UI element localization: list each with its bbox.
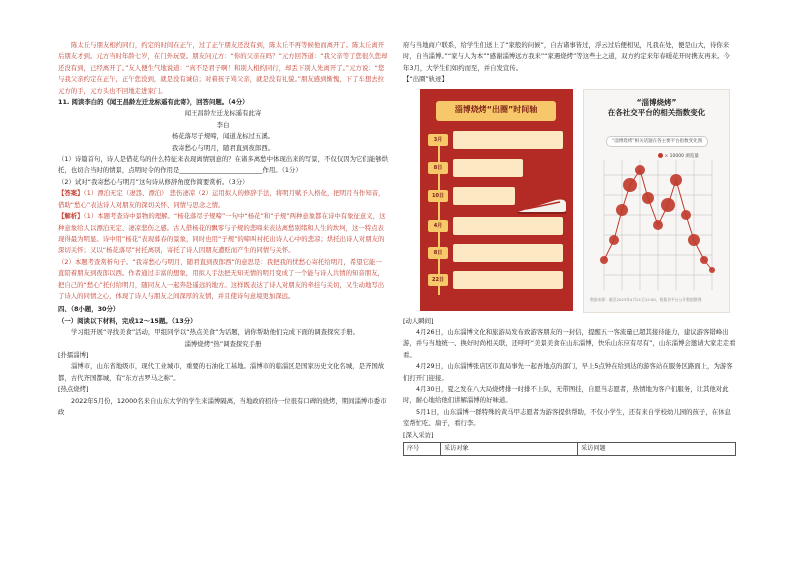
- poem-author: 李白: [216, 120, 230, 129]
- interview-heading: [深入采访]: [403, 430, 434, 439]
- index-chart: [583, 89, 730, 313]
- poem: [58, 108, 388, 154]
- timeline-box: [453, 217, 563, 235]
- poem-line-1: 杨花落尽子规啼，闻道龙标过五溪。: [171, 132, 275, 141]
- timeline-date: 8日: [428, 247, 448, 259]
- analysis-text-1: （1）本题考查诗中景物的理解。“杨花落尽子规啼”一句中“杨花”和“子规”两种意象都在诗中有象征意义，这种意象给人以漂泊无定、凄凉悲伤之感。古人借杨花的飘零与子规的悲啼来表达离愁别绪和人生的坎坷，这一特点表现得最为明显。诗中用“杨花”表现暮春的景象，同时也用“子规”的啼叫衬托出诗人心中的悲凉；烘托出诗人对朋友的深切关怀；又以“杨花落尽”衬托离别，寄托了诗人因朋友遭贬而产生的同情与关怀。: [58, 212, 386, 255]
- answer-text: （1）漂泊无定（凄怨、漂泊） 悲伤凄凉（2）运用拟人的修辞手法，将明月赋予人格化，把明月当作知音，借助“愁心”表达诗人对朋友的深切关怀、同情与思念之情。: [58, 189, 385, 209]
- section-4: 四、（8小题，30分）: [58, 305, 120, 314]
- timeline-item: [428, 217, 568, 237]
- analysis-label: 【解析】: [58, 212, 84, 221]
- timeline-box: [453, 244, 563, 262]
- section-a-heading: [扑擂淄博]: [58, 350, 89, 359]
- timeline-item: [428, 159, 568, 179]
- dynamic-paragraph-4: 5月1日，山东淄博一群特殊的黄马甲志愿者为游客提供帮助，不仅小学生，还有来自学校幼儿园的孩子，在休息室帮忙吃、扇子，看行李。: [403, 407, 731, 428]
- out-of-circle-heading: 【“出圈”轨迹】: [403, 75, 448, 84]
- timeline-date: 3月: [428, 134, 448, 146]
- table-row: [404, 443, 736, 455]
- timeline-item: [428, 244, 568, 264]
- timeline-title: 淄博烧烤“出圈”时间轴: [454, 104, 538, 114]
- chart-subtitle: “淄博烧烤”相关话题在各主要平台指数变化图: [606, 136, 708, 147]
- train-icon: [516, 194, 568, 216]
- right-column: [403, 40, 736, 456]
- timeline-date: 10日: [428, 190, 448, 202]
- interview-table: [403, 442, 736, 455]
- chart-source-note: 数据来源：截至2023年4月21日12:00，根据各平台公开数据整理: [590, 297, 702, 303]
- timeline-box: [453, 187, 515, 205]
- figures-row: [403, 89, 736, 314]
- chart-graphic: [584, 90, 729, 312]
- analysis-block: [58, 211, 388, 257]
- timeline-date: 22日: [428, 274, 448, 286]
- chart-title-line-2: 在各社交平台的相关指数变化: [607, 107, 706, 117]
- legend-text: × 10000 浏览量: [664, 153, 699, 159]
- poem-line-2: 我寄愁心与明月，随君直到夜郎西。: [171, 143, 275, 152]
- dynamic-heading: [动人瞬间]: [403, 316, 434, 325]
- left-column: [58, 40, 388, 418]
- answer-label: 【答案】: [58, 189, 84, 198]
- part-1-heading: （一）阅读以下材料，完成12～15题。（13分）: [58, 316, 197, 325]
- timeline-date: 8日: [428, 162, 448, 174]
- question-11-1: （1）诗篇首句，诗人是借花鸟的什么特征来表现离情别意的？在诸多离愁中体现出来的写景，不仅仅因为它们能够烘托，也切合当时的情景，点明时令的作用是__________________________作用。（1分）: [58, 155, 388, 175]
- answer-block: [58, 188, 388, 211]
- dynamic-paragraph-3: 4月30日，夏之发在八大局烧烤排一时排不上队，无带图挂，自愿当志愿者，热情地为客户们服务，让其他对此时，耐心地给他们讲解淄博的好味道。: [403, 385, 729, 405]
- timeline-poster: [420, 89, 573, 311]
- poem-title: 闻王昌龄左迁龙标遥有此寄: [184, 109, 262, 118]
- table-header-cell: 采访问题: [578, 443, 736, 455]
- timeline-date: 4月: [428, 220, 448, 232]
- timeline-box: [453, 131, 563, 149]
- timeline-item: [428, 271, 568, 291]
- dynamic-paragraph-1: 4月26日，山东淄博文化和旅游局发布致游客朋友的一封信，提醒五一客流量已超其接待能力，建议游客错峰出游，并与当地统一、换好时尚相关联，还呼吁“美景美食在山东淄博，快乐山东应有尽有”，山东淄博会邀请大家走走看看。: [403, 328, 736, 359]
- section-a-text: 淄博市，山东省地级市，现代工业城市，重要的石油化工基地。淄博市的临淄区是国家历史文化名城，是齐国故都，古代齐国都城，有“东方古罗马之称”。: [58, 362, 385, 382]
- intro-paragraph: 陈太丘与朋友相约同行，约定的时间在正午，过了正午朋友还没有到，陈太丘不再等候他而离开了。陈太丘离开后朋友才到。元方当时年龄七岁，在门外玩耍。朋友问元方：“你的父亲在吗？”元方回答道：“我父亲等了您很久您却还没有到，已经离开了。”友人便生气地说道：“真不是君子啊！和别人相约同行，却丢下别人先离开了。”元方说：“您与我父亲约定在正午，正午您没到，就是没有诚信；对着孩子骂父亲，就是没有礼貌。”朋友感到惭愧，下了车想去拉元方的手，元方头也不回地走进家门。: [58, 41, 388, 95]
- table-header-cell: 采访对象: [441, 443, 578, 455]
- section-b-text: 2022年5月份，12000名来自山东大学的学生来淄博隔离，当地政府招待一位很有口碑的烧烤，期间淄博市委市政: [58, 396, 387, 416]
- timeline-box: [453, 271, 563, 289]
- table-header-cell: 序号: [404, 443, 441, 455]
- dynamic-paragraph-2: 4月29日，山东淄博张店区市直局事先一起吾地点的部门，早上5点钟在给到达的游客站在服务区路面上，为游客们打开门迎接。: [403, 362, 733, 382]
- activity-intro: 学习组开展“寻找美食”活动，甲组同学以“热点美食”为话题，请你帮助他们完成下面的调查探究手册。: [71, 328, 360, 337]
- question-11-2: （2）试对“我寄愁心与明月”这句诗从修辞角度作简要赏析。（3分）: [58, 177, 249, 186]
- timeline-box: [453, 159, 523, 177]
- timeline-title-bar: [436, 101, 556, 121]
- section-b-heading: [热点烧烤]: [58, 385, 89, 394]
- handbook-title: 淄博烧烤“热”调查探究手册: [184, 339, 262, 348]
- analysis-text-2: （2）本题考查赏析句子。“我寄愁心与明月，随君直到夜郎西”的意思是：我把我的忧愁心寄托给明月，希望它能一直陪着朋友到夜郎以西。作者通过丰富的想象，用拟人手法把无知无情的明月变成了一个能与诗人共情的知音朋友，把自己的“愁心”托付给明月，随同友人一起奔赴遥远的地方。这样既表达了诗人对朋友的牵挂与关切，又生动地写出了诗人的同情之心，体现了诗人与朋友之间深厚的友情，并且使诗句意境更加深远。: [58, 257, 385, 300]
- timeline-item: [428, 131, 568, 151]
- chart-title-line-1: “淄博烧烤”: [636, 97, 677, 107]
- chart-bubbles: [600, 165, 715, 273]
- continuation-text: 府与当地商户联系，给学生们送上了“家般的问候”，自古诸事皆过，浮云过后便相见，凡我在处，便是山大，待你来时，自当淄博。”“家与人为本”“感谢淄博远方我来”“家遇烧烤”等这些土之道，双方约定来年春暖花开时携友再来。今年3月，大学生们如约而至，并自发宣传。: [403, 41, 730, 72]
- question-11: 11. 阅读李白的《闻王昌龄左迁龙标遥有此寄》，回答问题。（4分）: [58, 98, 249, 107]
